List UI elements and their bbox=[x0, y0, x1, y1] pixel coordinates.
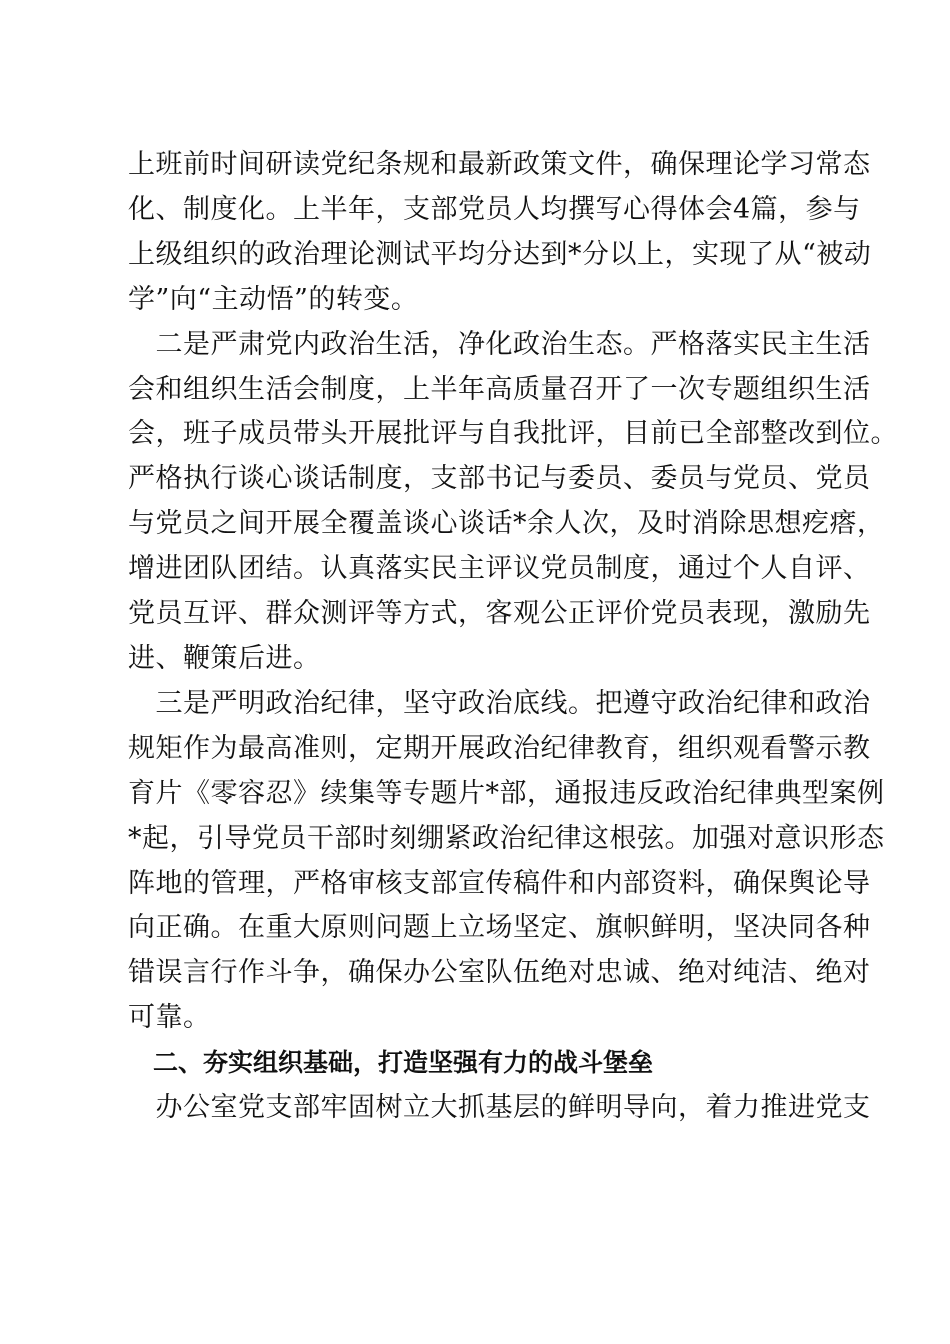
text-line: 学”向“主动悟”的转变。 bbox=[128, 283, 419, 315]
paragraph-political-discipline bbox=[128, 682, 885, 1041]
section-heading: 二、夯实组织基础，打造坚强有力的战斗堡垒 bbox=[128, 1048, 654, 1078]
text-line: 上班前时间研读党纪条规和最新政策文件，确保理论学习常态 bbox=[128, 149, 871, 180]
text-line: 错误言行作斗争，确保办公室队伍绝对忠诚、绝对纯洁、绝对 bbox=[128, 957, 871, 989]
text-line: 化、制度化。上半年，支部党员人均撰写心得体会4篇，参与 bbox=[128, 193, 861, 225]
text-line: 与党员之间开展全覆盖谈心谈话*余人次，及时消除思想疙瘩， bbox=[128, 508, 885, 540]
text-line: 育片《零容忍》续集等专题片*部，通报违反政治纪律典型案例 bbox=[128, 777, 885, 809]
text-line: 二是严肃党内政治生活，净化政治生态。严格落实民主生活 bbox=[128, 328, 871, 360]
text-line: 向正确。在重大原则问题上立场坚定、旗帜鲜明，坚决同各种 bbox=[128, 912, 871, 944]
text-line: 上级组织的政治理论测试平均分达到*分以上，实现了从“被动 bbox=[128, 238, 872, 270]
text-line: 三是严明政治纪律，坚守政治底线。把遵守政治纪律和政治 bbox=[128, 687, 871, 719]
text-line: 严格执行谈心谈话制度，支部书记与委员、委员与党员、党员 bbox=[128, 463, 871, 495]
text-line: *起，引导党员干部时刻绷紧政治纪律这根弦。加强对意识形态 bbox=[128, 822, 885, 854]
paragraph-theory-study bbox=[128, 143, 872, 323]
text-line: 进、鞭策后进。 bbox=[128, 642, 321, 674]
text-line: 规矩作为最高准则，定期开展政治纪律教育，组织观看警示教 bbox=[128, 732, 871, 764]
text-line: 会和组织生活会制度，上半年高质量召开了一次专题组织生活 bbox=[128, 373, 871, 405]
text-line: 增进团队团结。认真落实民主评议党员制度，通过个人自评、 bbox=[128, 553, 871, 585]
text-line: 可靠。 bbox=[128, 1002, 211, 1034]
text-line: 阵地的管理，严格审核支部宣传稿件和内部资料，确保舆论导 bbox=[128, 867, 871, 899]
paragraph-political-life bbox=[128, 323, 898, 682]
paragraph-organization bbox=[128, 1086, 871, 1131]
text-line: 党员互评、群众测评等方式，客观公正评价党员表现，激励先 bbox=[128, 598, 871, 630]
text-line: 会，班子成员带头开展批评与自我批评，目前已全部整改到位。 bbox=[128, 418, 898, 450]
text-line: 办公室党支部牢固树立大抓基层的鲜明导向，着力推进党支 bbox=[128, 1092, 871, 1124]
document-page bbox=[128, 143, 898, 1131]
